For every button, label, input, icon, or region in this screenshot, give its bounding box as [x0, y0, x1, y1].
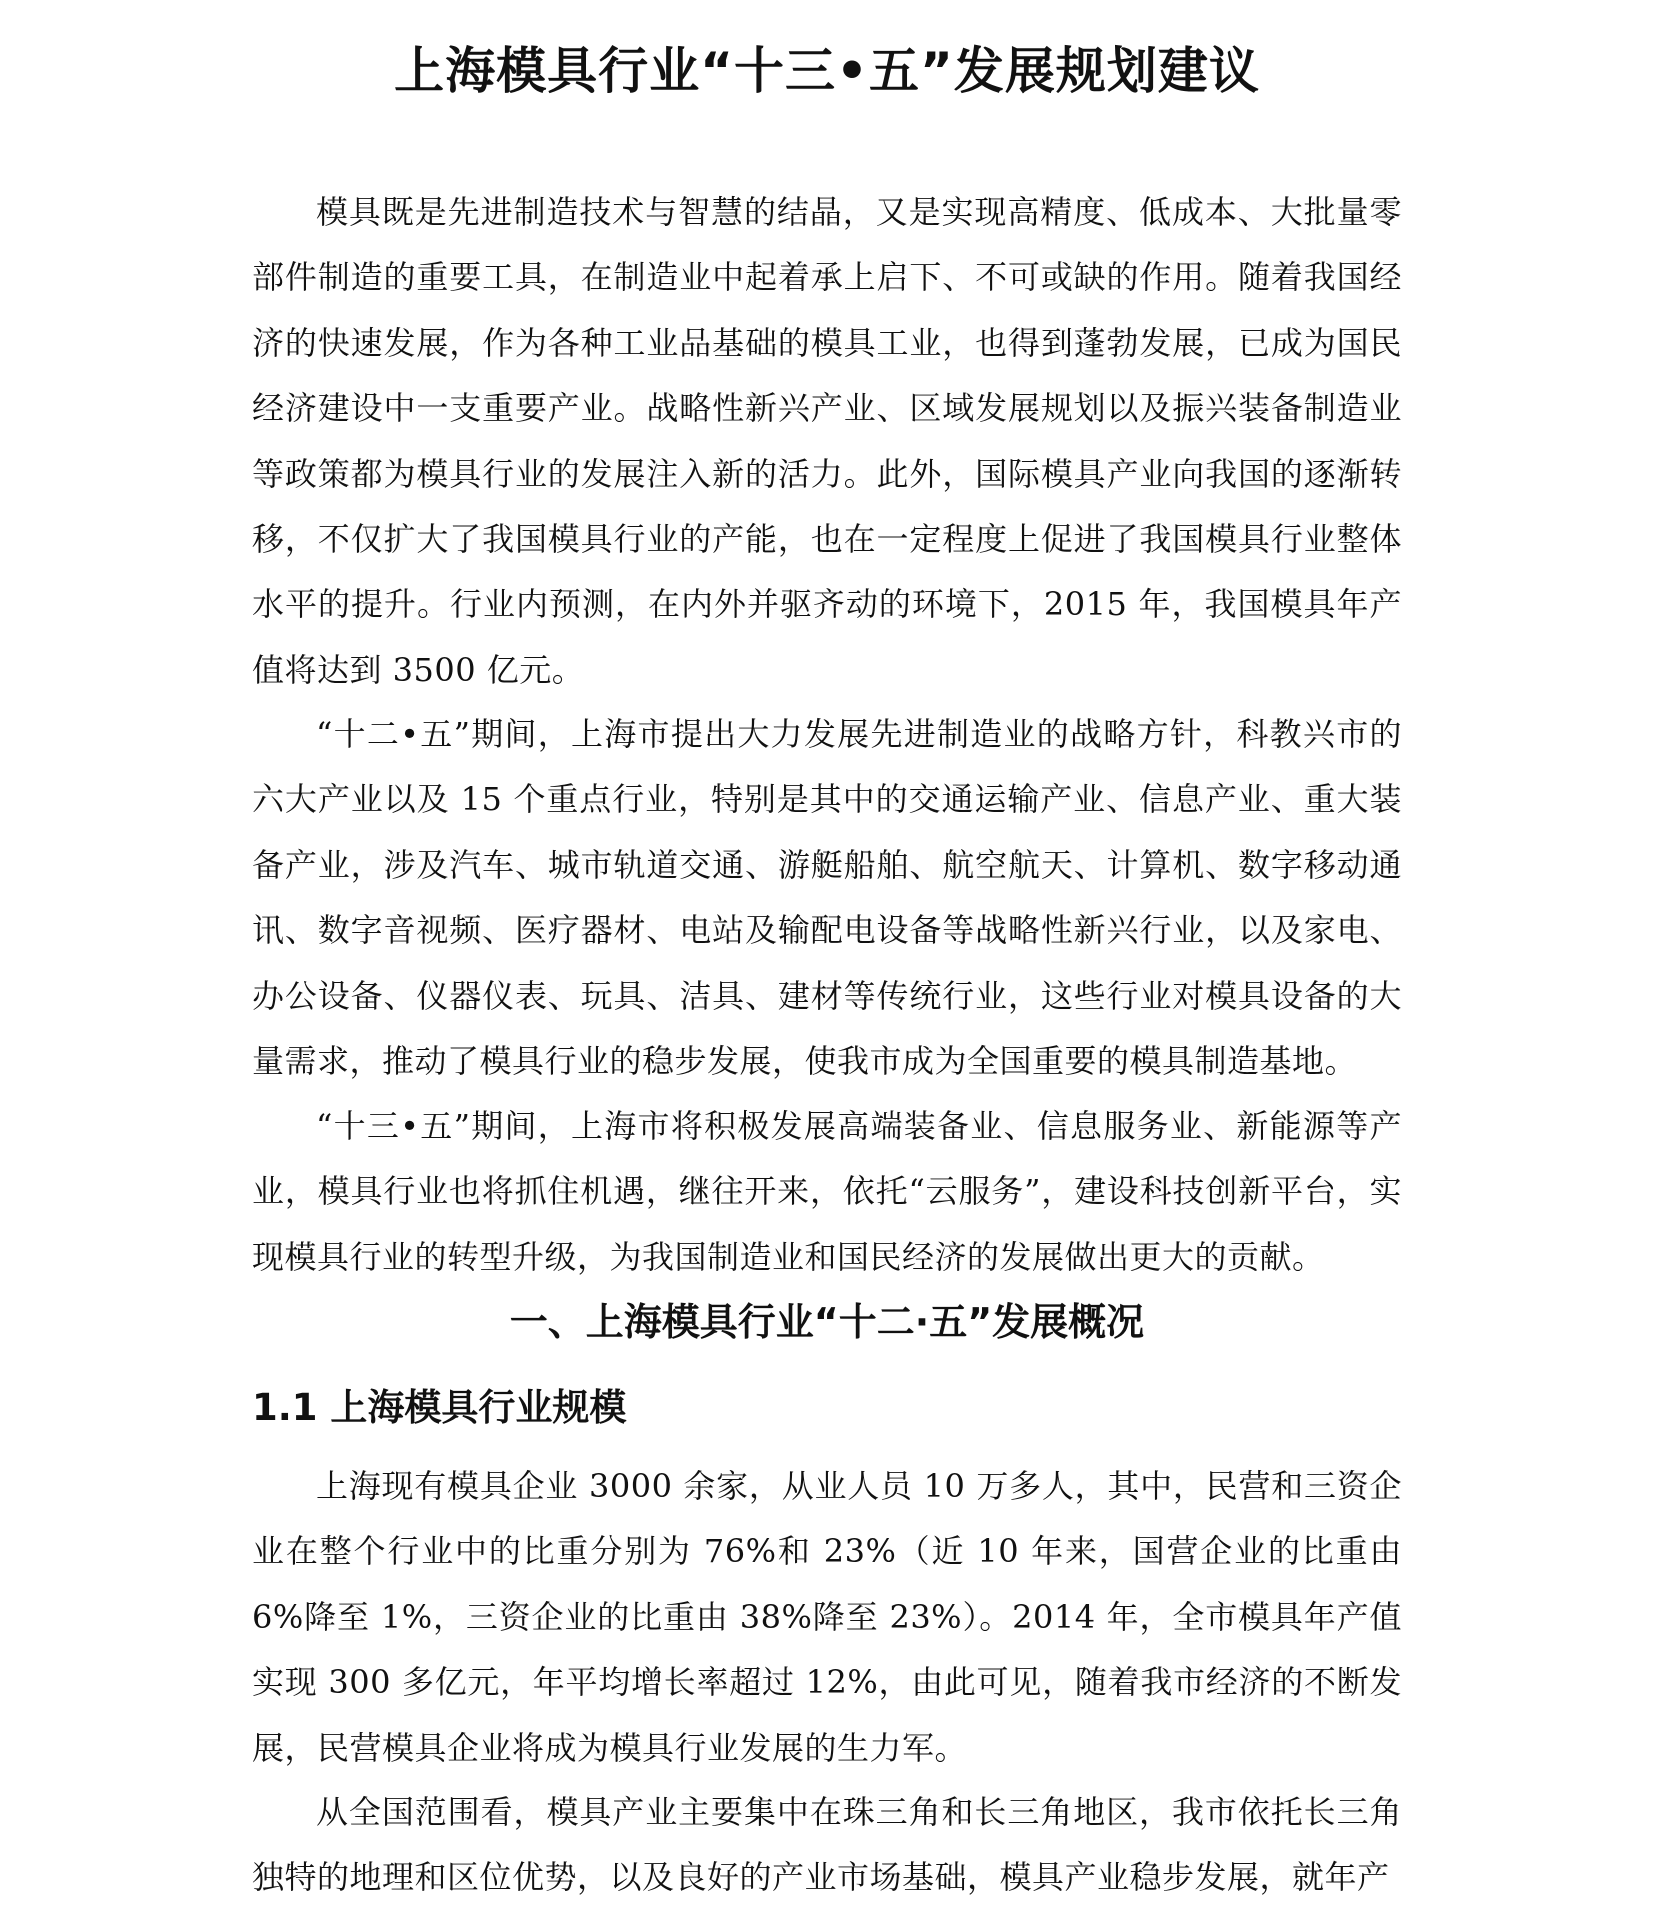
section-1-heading: 一、上海模具行业“十二·五”发展概况 — [509, 1300, 1145, 1344]
subsection-1-1-paragraph-2: 从全国范围看，模具产业主要集中在珠三角和长三角地区，我市依托长三角独特的地理和区位优势，以及良好的产业市场基础，模具产业稳步发展，就年产 — [252, 1793, 1402, 1897]
intro-paragraph-3: “十三•五”期间，上海市将积极发展高端装备业、信息服务业、新能源等产业，模具行业也将抓住机遇，继往开来，依托“云服务”，建设科技创新平台，实现模具行业的转型升级，为我国制造业和国民经济的发展做出更大的贡献。 — [252, 1107, 1402, 1276]
subsection-1-1-paragraph-1: 上海现有模具企业 3000 余家，从业人员 10 万多人，其中，民营和三资企业在整个行业中的比重分别为 76%和 23%（近 10 年来，国营企业的比重由 6%降至 1%，三资企业的比重由 38%降至 23%）。2014 年，全市模具年产值实现 300 多亿元，年平均增长率超过 12%，由此可见，随着我市经济的不断发展，民营模具企业将成为模具行业发展的生力军。 — [252, 1467, 1402, 1767]
subsection-1-1-heading: 1.1 上海模具行业规模 — [252, 1386, 627, 1429]
intro-paragraph-1: 模具既是先进制造技术与智慧的结晶，又是实现高精度、低成本、大批量零部件制造的重要工具，在制造业中起着承上启下、不可或缺的作用。随着我国经济的快速发展，作为各种工业品基础的模具工业，也得到蓬勃发展，已成为国民经济建设中一支重要产业。战略性新兴产业、区域发展规划以及振兴装备制造业等政策都为模具行业的发展注入新的活力。此外，国际模具产业向我国的逐渐转移，不仅扩大了我国模具行业的产能，也在一定程度上促进了我国模具行业整体水平的提升。行业内预测，在内外并驱齐动的环境下，2015 年，我国模具年产值将达到 3500 亿元。 — [252, 193, 1402, 689]
document-title: 上海模具行业“十三•五”发展规划建议 — [394, 42, 1260, 100]
intro-paragraph-2: “十二•五”期间，上海市提出大力发展先进制造业的战略方针，科教兴市的六大产业以及 15 个重点行业，特别是其中的交通运输产业、信息产业、重大装备产业，涉及汽车、城市轨道交通、游艇船舶、航空航天、计算机、数字移动通讯、数字音视频、医疗器材、电站及输配电设备等战略性新兴行业，以及家电、办公设备、仪器仪表、玩具、洁具、建材等传统行业，这些行业对模具设备的大量需求，推动了模具行业的稳步发展，使我市成为全国重要的模具制造基地。 — [252, 715, 1402, 1081]
